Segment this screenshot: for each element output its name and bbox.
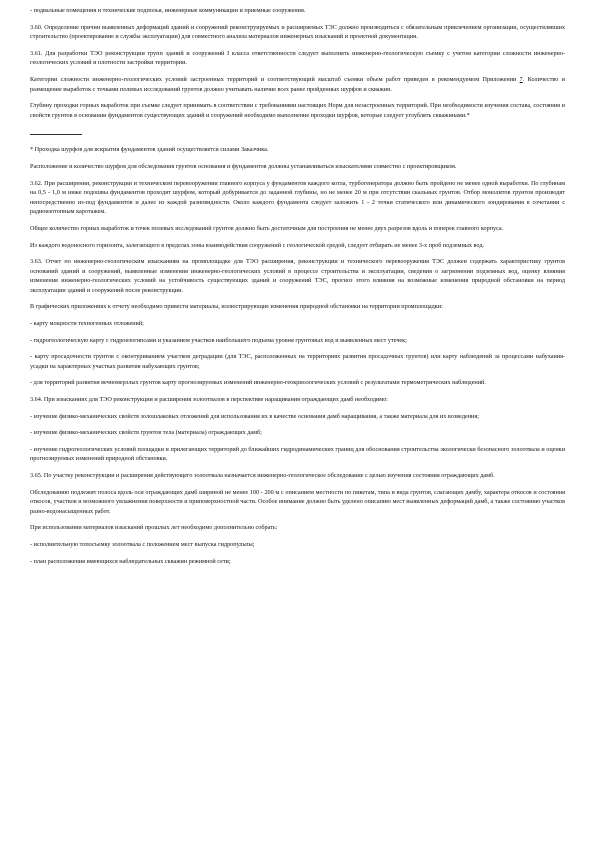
paragraph-3-60: 3.60. Определение причин выявленных деформаций зданий и сооружений реконструируемых и расширяемых ТЭС должно производиться с обязательным привлечением организации, осуществлявших строительство (проектирование и службы эксплуатации) для совместного анализа материалов инженерных изысканий и проектной документации.: [30, 23, 565, 41]
paragraph-3-62: 3.62. При расширении, реконструкции и техническом перевооружении главного корпуса у фундаментов каждого котла, турбогенератора должно быть пройдено не менее одной выработки. По глубинам на 0,5 - 1,0 м ниже подошвы фундаментов проходят шурфом, который добуривается до заданной глубины, но не менее 20 м при отсутствии скальных грунтов. Отбор монолитов грунтов производят непосредственно из-под фундаментов и далее из каждой разновидности. Около каждого фундамента следует заложить 1 - 2 точки статического или динамического зондирования в сочетании с радиоизотопным каротажем.: [30, 179, 565, 216]
appendix-7-link[interactable]: 7: [519, 75, 523, 83]
list-item: - карту мощности техногенных отложений;: [30, 320, 144, 328]
paragraph-3-65: 3.65. По участку реконструкции и расширения действующего золоотвала назначается инженерно-геологическое обследование с целью изучения состояния ограждающих дамб.: [30, 472, 495, 479]
footnote: * Проходка шурфов для вскрытия фундаментов зданий осуществляется силами Заказчика.: [30, 146, 269, 154]
paragraph: Обследованию подлежит полоса вдоль оси ограждающих дамб шириной не менее 100 - 200 м с описанием местности по пикетам, типа и вида грунтов, слагающих дамбу, характера откосов и состояния откосов, участков и возможного увлажнения поверхности и приповерхностной части. Особое внимание должно быть уделено описанию мест выявленных деформаций дамб, а также состоянию участков разно-водонасыщенных работ.: [30, 488, 565, 515]
paragraph: В графических приложениях к отчету необходимо привести материалы, иллюстрирующие изменения природной обстановки на территории промплощадки:: [30, 303, 443, 311]
list-item: - для территорий развития вечномерзлых грунтов карту прогнозируемых изменений инженерно-геокриологических условий с результатами термометрических наблюдений.: [30, 379, 486, 387]
paragraph: Общее количество горных выработок и точек полевых исследований грунтов должно быть достаточным для построения не менее двух разрезов вдоль и поперек главного корпуса.: [30, 224, 504, 232]
list-item: - карту просадочности грунтов с оконтуриванием участков деградации (для ТЭС, расположенных на территориях развития просадочных грунтов) или карту наблюдений за процессами набухания-усадки на характерных участках развития набухающих грунтов;: [30, 353, 565, 370]
paragraph-3-64: 3.64. При изысканиях для ТЭО реконструкции и расширения золоотвалов в перспективе наращивания ограждающих дамб необходимо:: [30, 396, 389, 404]
paragraph: Из каждого водоносного горизонта, залегающего в пределах зоны взаимодействия сооружений с геологической средой, следует отбирать не менее 3-х проб подземных вод.: [30, 241, 485, 249]
paragraph: При использовании материалов изысканий прошлых лет необходимо дополнительно собрать:: [30, 524, 278, 532]
paragraph-3-63: 3.63. Отчет по инженерно-геологическим изысканиям на промплощадке для ТЭО расширения, реконструкции и технического перевооружения ТЭС должен содержать характеристику грунтов оснований зданий и сооружений, выявленные изменения инженерно-геологических условий в процессе строительства и эксплуатации, сведения о загрязнении подземных вод, оценку влияния изменения инженерно-геологических условий на устойчивость существующих зданий и сооружений ТЭС, прогноз этого влияния на возможные изменения природной обстановки на период эксплуатации зданий и сооружений после реконструкции.: [30, 258, 565, 294]
list-item: - план расположения имеющихся наблюдательных скважин режимной сети;: [30, 557, 231, 565]
paragraph-text: Категории сложности инженерно-геологических условий застроенных территорий и соответствующий масштаб съемки объем работ приведен в рекомендуемом Приложении: [30, 75, 520, 83]
paragraph-text: . Количество и размещение выработок с точками полевых исследований грунтов должно учитывать наличие всех ранее пройденных шурфов и скважин.: [30, 75, 565, 93]
paragraph: Расположение и количество шурфов для обследования грунтов основания и фундаментов должны устанавливаться изыскателями совместно с проектировщиком.: [30, 162, 457, 170]
paragraph: Глубину проходки горных выработок при съемке следует принимать в соответствии с требованиями настоящих Норм для незастроенных территорий. При необходимости изучения состава, состояния и свойств грунтов в основании фундаментов существующих зданий и сооружений необходимо выполнение проходки шурфов, которые следует углублять скважинами.*: [30, 102, 565, 119]
list-item: - исполнительную топосъемку золоотвала с положением мест выпуска гидропульпы;: [30, 540, 255, 548]
paragraph: [30, 75, 565, 94]
list-item: - гидрогеологическую карту с гидроизогипсами и указанием участков наибольшего подъема уровня грунтовых вод и выявленных мест утечек;: [30, 336, 407, 344]
list-item: - изучение физико-механических свойств грунтов тела (материала) ограждающих дамб;: [30, 429, 262, 437]
paragraph-3-61: 3.61. Для разработки ТЭО реконструкции групп зданий и сооружений I класса ответственности следует выполнять инженерно-геологическую съемку с учетом категории сложности инженерно-геологических условий и плотности застройки территории.: [30, 49, 565, 67]
footnote-divider: [30, 134, 82, 135]
document-page: [30, 6, 565, 573]
list-item: - изучение гидрогеологических условий площадки и прилегающих территорий до ближайших гидродинамических границ для обоснования строительства экологически безопасного золоотвала и оценки прогнозируемых изменений природной обстановки.: [30, 445, 565, 463]
list-item: - изучение физико-механических свойств золошлаковых отложений для использования их в качестве основания дамб наращивания, а также материала для их возведения;: [30, 412, 479, 420]
list-item: - подвальные помещения и технические подполья, инженерные коммуникации и приемные сооружения.: [30, 7, 306, 14]
